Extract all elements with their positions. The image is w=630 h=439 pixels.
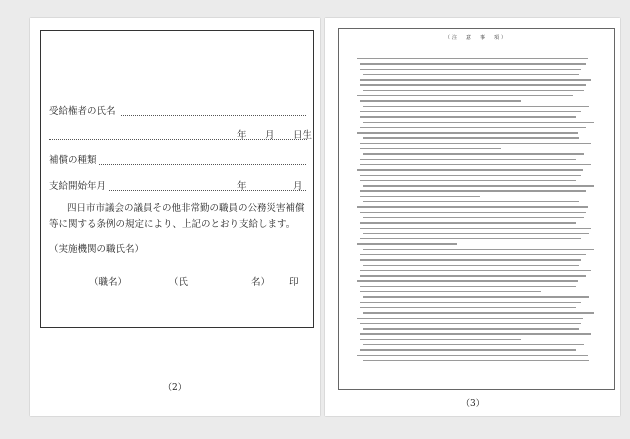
certificate-box: [40, 30, 314, 328]
right-page: [325, 18, 620, 416]
birth-month-label: 月: [265, 130, 275, 141]
given-name-label: 名）: [251, 277, 271, 288]
org-label: （実施機関の職氏名）: [49, 244, 145, 255]
start-month-label: 月: [293, 181, 303, 192]
pension-type-label: 補償の種類: [49, 155, 97, 166]
birth-year-label: 年: [237, 130, 247, 141]
seal-label: 印: [289, 277, 299, 288]
recipient-name-label: 受給権者の氏名: [49, 106, 116, 117]
birth-day-label: 日生: [293, 130, 313, 141]
notes-line: [357, 363, 608, 365]
surname-label: （氏: [169, 277, 189, 288]
recipient-name-field: [121, 115, 306, 116]
statement-text: 四日市市議会の議員その他非常勤の職員の公務災害補償等に関する条例の規定により、上記のとおり支給します。: [49, 203, 305, 230]
title-label: （職名）: [89, 277, 128, 288]
start-date-field: [109, 190, 306, 191]
page-number-left: （2）: [163, 383, 187, 393]
start-date-label: 支給開始年月: [49, 181, 107, 192]
start-year-label: 年: [237, 181, 247, 192]
notes-heading: （注 意 事 項）: [444, 35, 508, 41]
left-page: [30, 18, 320, 416]
notes-body: [357, 56, 608, 365]
pension-type-field: [99, 164, 306, 165]
page-number-right: （3）: [461, 399, 485, 409]
notes-frame: [338, 28, 615, 390]
birthdate-field: [49, 139, 307, 140]
